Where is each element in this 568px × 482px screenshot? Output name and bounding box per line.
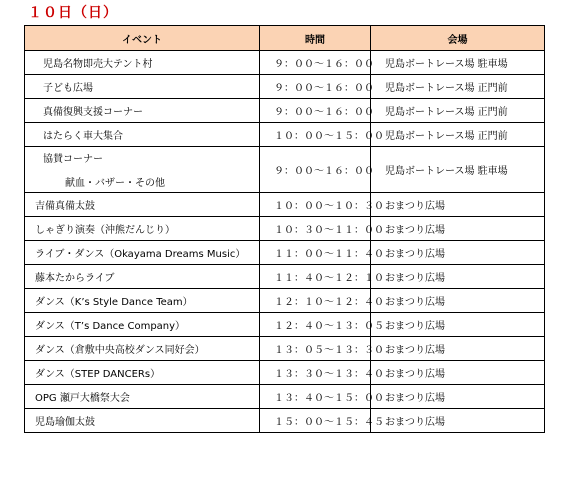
table-row xyxy=(25,217,545,241)
time-cell: ９：００～１６：００ xyxy=(260,99,371,123)
event-cell xyxy=(25,147,260,193)
venue-cell: 児島ボートレース場 正門前 xyxy=(371,123,545,147)
venue-cell: おまつり広場 xyxy=(371,385,545,409)
time-cell: １２：４０～１３：０５ xyxy=(260,313,371,337)
table-row xyxy=(25,361,545,385)
header-time: 時間 xyxy=(260,26,371,51)
venue-cell: おまつり広場 xyxy=(371,337,545,361)
table-row xyxy=(25,193,545,217)
header-event: イベント xyxy=(25,26,260,51)
event-cell: ダンス（T’s Dance Company） xyxy=(25,313,260,337)
day-title: １０日（日） xyxy=(28,5,118,21)
table-row xyxy=(25,99,545,123)
venue-cell: 児島ボートレース場 駐車場 xyxy=(371,147,545,193)
table-row xyxy=(25,147,545,193)
venue-cell: おまつり広場 xyxy=(371,313,545,337)
time-cell: １１：４０～１２：１０ xyxy=(260,265,371,289)
event-cell: ダンス（倉敷中央高校ダンス同好会） xyxy=(25,337,260,361)
time-cell: １０：００～１０：３０ xyxy=(260,193,371,217)
venue-cell: おまつり広場 xyxy=(371,217,545,241)
event-cell: しゃぎり演奏（沖熊だんじり） xyxy=(25,217,260,241)
event-cell: 児島瑜伽太鼓 xyxy=(25,409,260,433)
time-cell: １３：０５～１３：３０ xyxy=(260,337,371,361)
event-line1: 協賛コーナー xyxy=(43,154,103,165)
event-cell: はたらく車大集合 xyxy=(25,123,260,147)
venue-cell: おまつり広場 xyxy=(371,193,545,217)
event-cell: 子ども広場 xyxy=(25,75,260,99)
time-cell: ９：００～１６：００ xyxy=(260,147,371,193)
event-cell: ダンス（STEP DANCERs） xyxy=(25,361,260,385)
time-cell: １３：４０～１５：００ xyxy=(260,385,371,409)
table-row xyxy=(25,51,545,75)
venue-cell: おまつり広場 xyxy=(371,409,545,433)
table-row xyxy=(25,123,545,147)
venue-cell: おまつり広場 xyxy=(371,289,545,313)
event-cell: 吉備真備太鼓 xyxy=(25,193,260,217)
table-row xyxy=(25,289,545,313)
event-cell: ライブ・ダンス（Okayama Dreams Music） xyxy=(25,241,260,265)
time-cell: １５：００～１５：４５ xyxy=(260,409,371,433)
table-row xyxy=(25,241,545,265)
table-row xyxy=(25,409,545,433)
time-cell: ９：００～１６：００ xyxy=(260,75,371,99)
event-line2: 献血・バザー・その他 xyxy=(65,178,165,189)
table-row xyxy=(25,385,545,409)
time-cell: １０：３０～１１：００ xyxy=(260,217,371,241)
event-schedule-table xyxy=(24,25,545,433)
venue-cell: 児島ボートレース場 正門前 xyxy=(371,75,545,99)
venue-cell: おまつり広場 xyxy=(371,241,545,265)
header-venue: 会場 xyxy=(371,26,545,51)
event-cell: 真備復興支援コーナー xyxy=(25,99,260,123)
venue-cell: 児島ボートレース場 駐車場 xyxy=(371,51,545,75)
event-cell: 藤本たからライブ xyxy=(25,265,260,289)
table-row xyxy=(25,265,545,289)
time-cell: １２：１０～１２：４０ xyxy=(260,289,371,313)
time-cell: １１：００～１１：４０ xyxy=(260,241,371,265)
venue-cell: 児島ボートレース場 正門前 xyxy=(371,99,545,123)
event-cell: 児島名物即売大テント村 xyxy=(25,51,260,75)
table-header-row xyxy=(25,26,545,51)
event-cell: OPG 瀬戸大橋祭大会 xyxy=(25,385,260,409)
time-cell: １３：３０～１３：４０ xyxy=(260,361,371,385)
table-row xyxy=(25,337,545,361)
table-row xyxy=(25,75,545,99)
time-cell: １０：００～１５：００ xyxy=(260,123,371,147)
time-cell: ９：００～１６：００ xyxy=(260,51,371,75)
venue-cell: おまつり広場 xyxy=(371,361,545,385)
event-cell: ダンス（K’s Style Dance Team） xyxy=(25,289,260,313)
table-row xyxy=(25,313,545,337)
venue-cell: おまつり広場 xyxy=(371,265,545,289)
